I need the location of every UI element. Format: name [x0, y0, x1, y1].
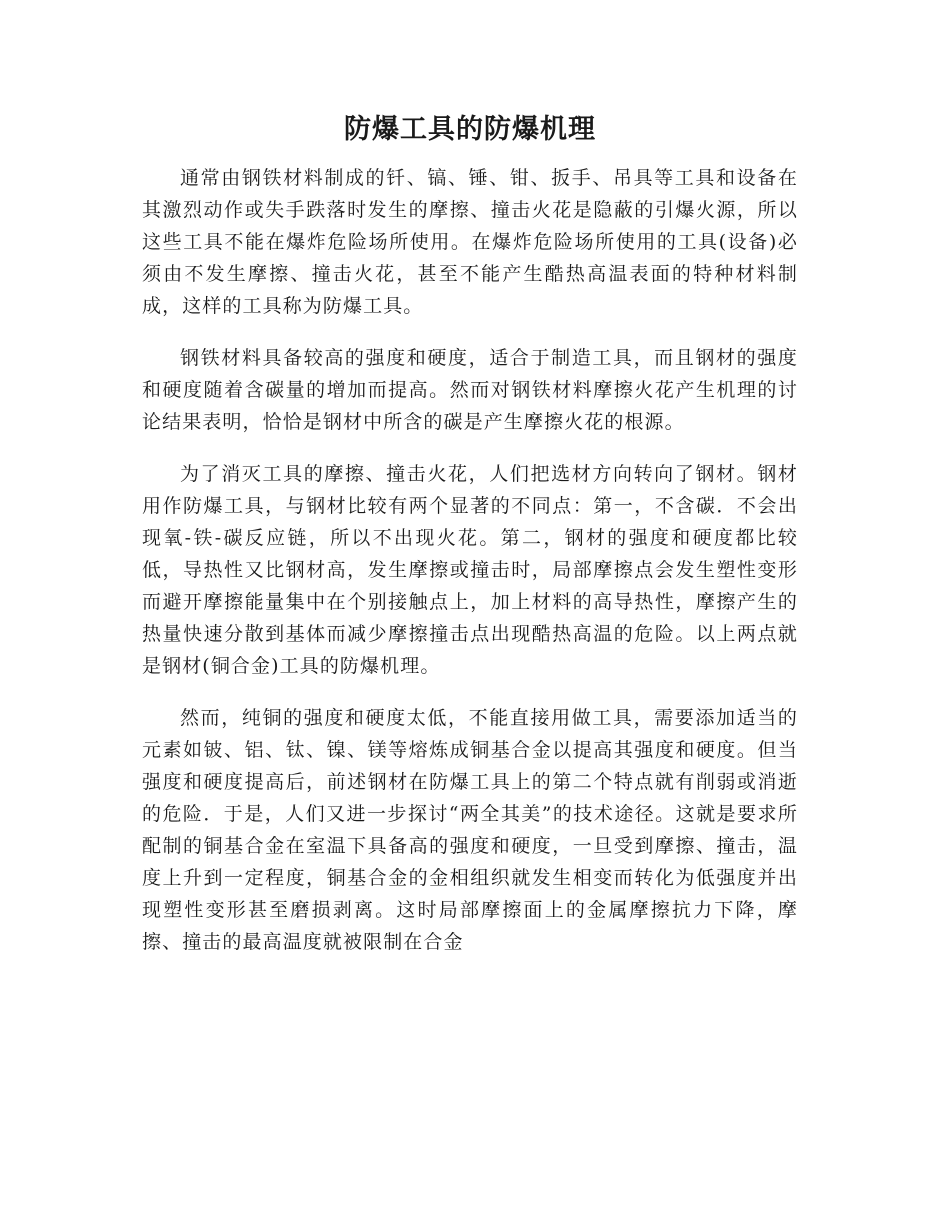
paragraph-1: 通常由钢铁材料制成的钎、镐、锤、钳、扳手、吊具等工具和设备在其激烈动作或失手跌落时发生的摩擦、撞击火花是隐蔽的引爆火源，所以这些工具不能在爆炸危险场所使用。在爆炸危险场所使用的工具(设备)必须由不发生摩擦、撞击火花，甚至不能产生酷热高温表面的特种材料制成，这样的工具称为防爆工具。 [142, 167, 798, 317]
paragraph-2: 钢铁材料具备较高的强度和硬度，适合于制造工具，而且钢材的强度和硬度随着含碳量的增加而提高。然而对钢铁材料摩擦火花产生机理的讨论结果表明，恰恰是钢材中所含的碳是产生摩擦火花的根源。 [142, 347, 798, 433]
paragraph-3: 为了消灭工具的摩擦、撞击火花，人们把选材方向转向了钢材。钢材用作防爆工具，与钢材比较有两个显著的不同点：第一，不含碳．不会出现氧-铁-碳反应链，所以不出现火花。第二，钢材的强度和硬度都比较低，导热性又比钢材高，发生摩擦或撞击时，局部摩擦点会发生塑性变形而避开摩擦能量集中在个别接触点上，加上材料的高导热性，摩擦产生的热量快速分散到基体而减少摩擦撞击点出现酷热高温的危险。以上两点就是钢材(铜合金)工具的防爆机理。 [142, 463, 798, 677]
paragraph-4: 然而，纯铜的强度和硬度太低，不能直接用做工具，需要添加适当的元素如铍、铝、钛、镍、镁等熔炼成铜基合金以提高其强度和硬度。但当强度和硬度提高后，前述钢材在防爆工具上的第二个特点就有削弱或消逝的危险．于是，人们又进一步探讨“两全其美”的技术途径。这就是要求所配制的铜基合金在室温下具备高的强度和硬度，一旦受到摩擦、撞击，温度上升到一定程度，铜基合金的金相组织就发生相变而转化为低强度并出现塑性变形甚至磨损剥离。这时局部摩擦面上的金属摩擦抗力下降，摩擦、撞击的最高温度就被限制在合金 [142, 707, 798, 953]
document-title: 防爆工具的防爆机理 [344, 114, 596, 145]
document-page [142, 108, 798, 978]
